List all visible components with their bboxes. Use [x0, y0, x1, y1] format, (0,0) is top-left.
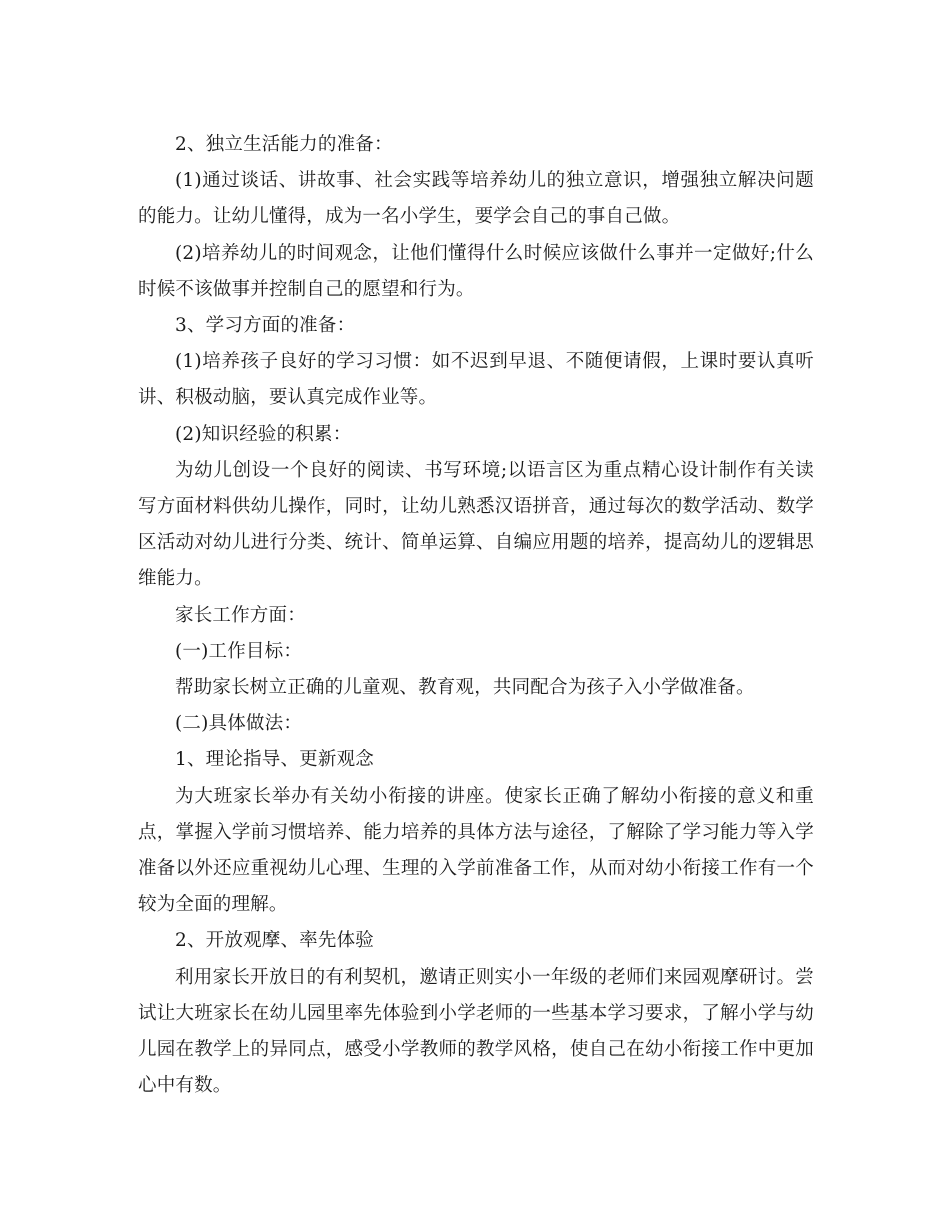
paragraph-time-concept: (2)培养幼儿的时间观念，让他们懂得什么时候应该做什么事并一定做好;什么时候不该做事并控制自己的愿望和行为。	[138, 242, 814, 300]
subheading-knowledge-accumulation: (2)知识经验的积累：	[175, 423, 352, 445]
subheading-work-goals: (一)工作目标：	[175, 640, 303, 662]
paragraph-work-goals: 帮助家长树立正确的儿童观、教育观，共同配合为孩子入小学做准备。	[175, 677, 755, 699]
subheading-specific-methods: (二)具体做法：	[175, 713, 303, 735]
paragraph-study-habits: (1)培养孩子良好的学习习惯：如不迟到早退、不随便请假，上课时要认真听讲、积极动脑，要认真完成作业等。	[138, 351, 814, 409]
subheading-open-observation: 2、开放观摩、率先体验	[175, 930, 374, 952]
section-heading-parent-work: 家长工作方面：	[175, 604, 306, 626]
paragraph-open-day: 利用家长开放日的有利契机，邀请正则实小一年级的老师们来园观摩研讨。尝试让大班家长在幼儿园里率先体验到小学老师的一些基本学习要求，了解小学与幼儿园在教学上的异同点，感受小学教师的教学风格，使自己在幼小衔接工作中更加心中有数。	[138, 966, 814, 1097]
paragraph-lecture: 为大班家长举办有关幼小衔接的讲座。使家长正确了解幼小衔接的意义和重点，掌握入学前习惯培养、能力培养的具体方法与途径，了解除了学习能力等入学准备以外还应重视幼儿心理、生理的入学前准备工作，从而对幼小衔接工作有一个较为全面的理解。	[138, 785, 814, 916]
document-page	[138, 127, 814, 1104]
paragraph-reading-writing-environment: 为幼儿创设一个良好的阅读、书写环境;以语言区为重点精心设计制作有关读写方面材料供幼儿操作，同时，让幼儿熟悉汉语拼音，通过每次的数学活动、数学区活动对幼儿进行分类、统计、简单运算、自编应用题的培养，提高幼儿的逻辑思维能力。	[138, 459, 814, 590]
section-heading-independent-living: 2、独立生活能力的准备：	[175, 134, 393, 155]
paragraph-independence-awareness: (1)通过谈话、讲故事、社会实践等培养幼儿的独立意识，增强独立解决问题的能力。让幼儿懂得，成为一名小学生，要学会自己的事自己做。	[138, 170, 814, 228]
section-heading-learning-preparation: 3、学习方面的准备：	[175, 315, 356, 337]
subheading-theory-guidance: 1、理论指导、更新观念	[175, 749, 374, 771]
